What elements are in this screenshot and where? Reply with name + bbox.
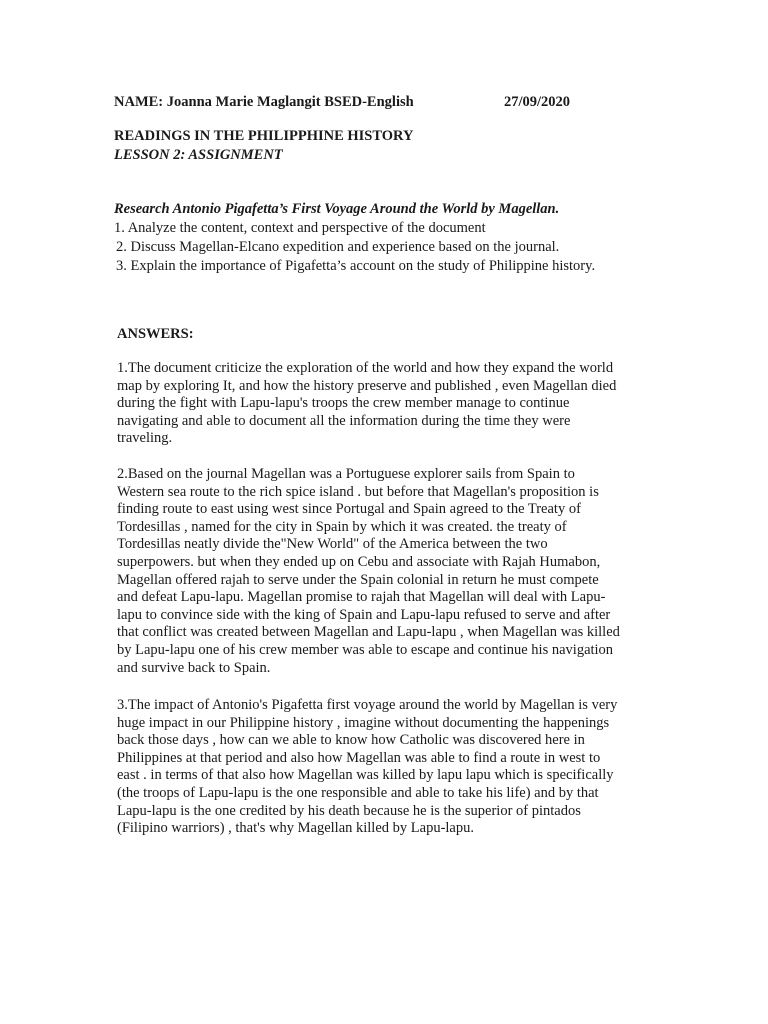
answer-line: and defeat Lapu-lapu. Magellan promise to rajah that Magellan will deal with Lapu- <box>117 589 606 606</box>
student-name-line: NAME: Joanna Marie Maglangit BSED-English <box>114 94 414 110</box>
answer-line: by Lapu-lapu one of his crew member was able to escape and continue his navigation <box>117 641 614 658</box>
answer-line: huge impact in our Philippine history , imagine without documenting the happenings <box>117 714 610 731</box>
answer-line: and survive back to Spain. <box>117 659 271 676</box>
answer-line: that conflict was created between Magellan and Lapu-lapu , when Magellan was killed <box>117 624 620 641</box>
answer-line: Magellan offered rajah to serve under the Spain colonial in return he must compete <box>117 571 599 588</box>
answer-line: finding route to east using west since Portugal and Spain agreed to the Treaty of <box>117 501 581 518</box>
answer-line: navigating and able to document all the information during the time they were <box>117 412 571 429</box>
answer-line: Tordesillas neatly divide the"New World" of the America between the two <box>117 536 548 553</box>
answer-line: back those days , how can we able to know how Catholic was discovered here in <box>117 732 585 749</box>
answer-line: 2.Based on the journal Magellan was a Portuguese explorer sails from Spain to <box>117 466 575 482</box>
answer-line: (the troops of Lapu-lapu is the one responsible and able to take his life) and by that <box>117 784 599 801</box>
answers-heading: ANSWERS: <box>117 326 194 342</box>
answer-line: map by exploring It, and how the history preserve and published , even Magellan died <box>117 377 617 394</box>
answer-line: (Filipino warriors) , that's why Magellan killed by Lapu-lapu. <box>117 820 474 837</box>
answer-line: 3.The impact of Antonio's Pigafetta first voyage around the world by Magellan is very <box>117 697 618 713</box>
question-item: 2. Discuss Magellan-Elcano expedition and experience based on the journal. <box>116 239 560 255</box>
name-header <box>114 94 634 111</box>
question-item: 3. Explain the importance of Pigafetta’s account on the study of Philippine history. <box>116 258 596 274</box>
answer-line: Philippines at that period and also how Magellan was able to find a route in west to <box>117 749 601 766</box>
answer-line: Lapu-lapu is the one credited by his death because he is the superior of pintados <box>117 802 581 819</box>
date: 27/09/2020 <box>504 94 571 110</box>
question-item: 1. Analyze the content, context and perspective of the document <box>114 220 486 236</box>
answer-line: superpowers. but when they ended up on Cebu and associate with Rajah Humabon, <box>117 553 601 570</box>
answer-paragraph-1 <box>117 360 657 448</box>
answer-line: Tordesillas , named for the city in Spain by which it was created. the treaty of <box>117 518 567 535</box>
research-prompt: Research Antonio Pigafetta’s First Voyage Around the World by Magellan. <box>114 201 560 217</box>
lesson-title: LESSON 2: ASSIGNMENT <box>114 147 283 163</box>
answer-line: traveling. <box>117 430 173 447</box>
answer-line: lapu to convince side with the king of Spain and Lapu-lapu refused to serve and after <box>117 606 611 623</box>
answer-line: east . in terms of that also how Magellan was killed by lapu lapu which is specifically <box>117 767 614 784</box>
course-title: READINGS IN THE PHILIPPHINE HISTORY <box>114 128 414 144</box>
answer-paragraph-2 <box>117 466 657 677</box>
answer-line: during the fight with Lapu-lapu's troops the crew member manage to continue <box>117 395 570 412</box>
answer-line: Western sea route to the rich spice island . but before that Magellan's proposition is <box>117 483 599 500</box>
answer-line: 1.The document criticize the exploration of the world and how they expand the world <box>117 360 614 376</box>
question-list <box>114 219 595 276</box>
answer-paragraph-3 <box>117 697 657 838</box>
